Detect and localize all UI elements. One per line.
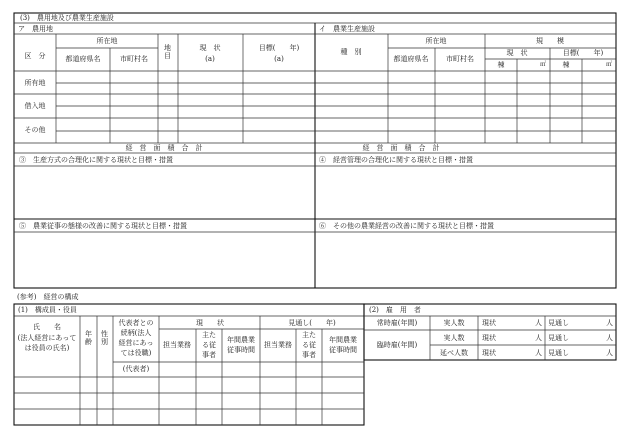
- employ-mitoshi-3: 見通し: [548, 349, 569, 357]
- members-shutaru-1a: 主た: [202, 331, 216, 339]
- employ-joji-label: 常時雇(年間): [376, 319, 418, 327]
- a-genjo-header: 現 状: [199, 44, 221, 52]
- i-mune-unit-2: 棟: [562, 61, 570, 69]
- employ-genjo-3: 現状: [482, 349, 496, 357]
- employ-nin-3: 人: [535, 334, 542, 342]
- members-shutaru-2c: 事者: [302, 351, 316, 359]
- members-nenkan-1a: 年間農業: [227, 336, 255, 344]
- ref-title: (参考) 経営の構成: [17, 293, 79, 301]
- i-total-label: 経 営 面 積 合 計: [362, 144, 440, 152]
- a-mokuhyo-unit: (a): [274, 55, 284, 63]
- members-rel-2: 続柄(法人: [120, 329, 152, 337]
- members-shutaru-1c: 事者: [202, 351, 216, 359]
- a-row-leased: 借入地: [24, 102, 46, 110]
- a-table-title: ア 農用地: [18, 25, 53, 33]
- members-tanto-1: 担当業務: [163, 341, 191, 349]
- members-nenkan-2b: 従事時間: [329, 346, 357, 354]
- members-rel-1: 代表者との: [118, 319, 154, 327]
- members-title: (1) 構成員・役員: [18, 306, 77, 314]
- a-pref-header: 都道府県名: [65, 55, 101, 63]
- i-mune-unit-1: 棟: [497, 61, 505, 69]
- members-name-header: 氏 名: [33, 323, 61, 331]
- box4-title: ④ 経営管理の合理化に関する現状と目標・措置: [319, 156, 473, 164]
- members-tanto-2: 担当業務: [264, 341, 292, 349]
- a-row-other: その他: [24, 126, 46, 134]
- a-mokuhyo-header: 目標( 年): [258, 44, 300, 52]
- i-city-header: 市町村名: [446, 55, 474, 63]
- employ-nin-1: 人: [535, 319, 542, 327]
- box6-title: ⑥ その他の農業経営の改善に関する現状と目標・措置: [319, 222, 494, 230]
- employ-mitoshi-1: 見通し: [548, 319, 569, 327]
- employ-nin-5: 人: [535, 349, 542, 357]
- employ-nin-4: 人: [606, 334, 613, 342]
- employ-nin-6: 人: [606, 349, 613, 357]
- members-mitoshi-header: 見通し( 年): [288, 319, 336, 327]
- employ-nobe: 延べ人数: [440, 349, 468, 357]
- a-shozaichi-header: 所在地: [96, 37, 118, 45]
- members-nenkan-2a: 年間農業: [329, 336, 357, 344]
- i-genjo-header: 現 状: [506, 49, 528, 57]
- employ-rinji-label: 臨時雇(年間): [376, 341, 418, 349]
- a-chimoku-header: 地目: [164, 44, 171, 60]
- a-genjo-unit: (a): [205, 55, 215, 63]
- a-row-owned: 所有地: [24, 79, 46, 87]
- members-age-header: 年齢: [85, 330, 92, 347]
- i-table-title: イ 農業生産施設: [319, 25, 375, 33]
- employ-genjo-2: 現状: [482, 334, 496, 342]
- members-nenkan-1b: 従事時間: [227, 346, 255, 354]
- a-city-header: 市町村名: [120, 55, 148, 63]
- employ-nin-2: 人: [606, 319, 613, 327]
- members-shutaru-1b: る従: [202, 341, 216, 349]
- a-kubun-header: 区 分: [24, 52, 46, 60]
- members-sex-header: 性別: [101, 330, 108, 347]
- i-pref-header: 都道府県名: [393, 55, 429, 63]
- box5-title: ⑤ 農業従事の態様の改善に関する現状と目標・措置: [19, 222, 187, 230]
- a-total-label: 経 営 面 積 合 計: [125, 144, 203, 152]
- employ-jitsu-1: 実人数: [443, 319, 465, 327]
- i-shozaichi-header: 所在地: [425, 37, 447, 45]
- members-rel-3: 経営にあっ: [118, 339, 154, 347]
- i-mokuhyo-header: 目標( 年): [562, 49, 604, 57]
- employ-jitsu-2: 実人数: [443, 334, 465, 342]
- i-kibo-header: 規 模: [536, 37, 564, 45]
- i-m2-unit-1: ㎡: [540, 61, 547, 68]
- employ-genjo-1: 現状: [482, 319, 496, 327]
- employ-mitoshi-2: 見通し: [548, 334, 569, 342]
- members-rel-4: ては役職): [120, 349, 152, 357]
- members-name-note2: は役員の氏名): [24, 344, 70, 352]
- i-m2-unit-2: ㎡: [606, 61, 613, 68]
- members-genjo-header: 現 状: [196, 319, 224, 327]
- members-shutaru-2b: る従: [302, 341, 316, 349]
- employ-title: (2) 雇 用 者: [369, 306, 421, 314]
- i-shubetsu-header: 種 別: [340, 48, 362, 56]
- members-shutaru-2a: 主た: [302, 331, 316, 339]
- members-daihyo-label: (代表者): [122, 365, 150, 373]
- members-name-note1: (法人経営にあって: [17, 334, 77, 342]
- section-title: (3) 農用地及び農業生産施設: [20, 14, 114, 22]
- box3-title: ③ 生産方式の合理化に関する現状と目標・措置: [19, 156, 173, 164]
